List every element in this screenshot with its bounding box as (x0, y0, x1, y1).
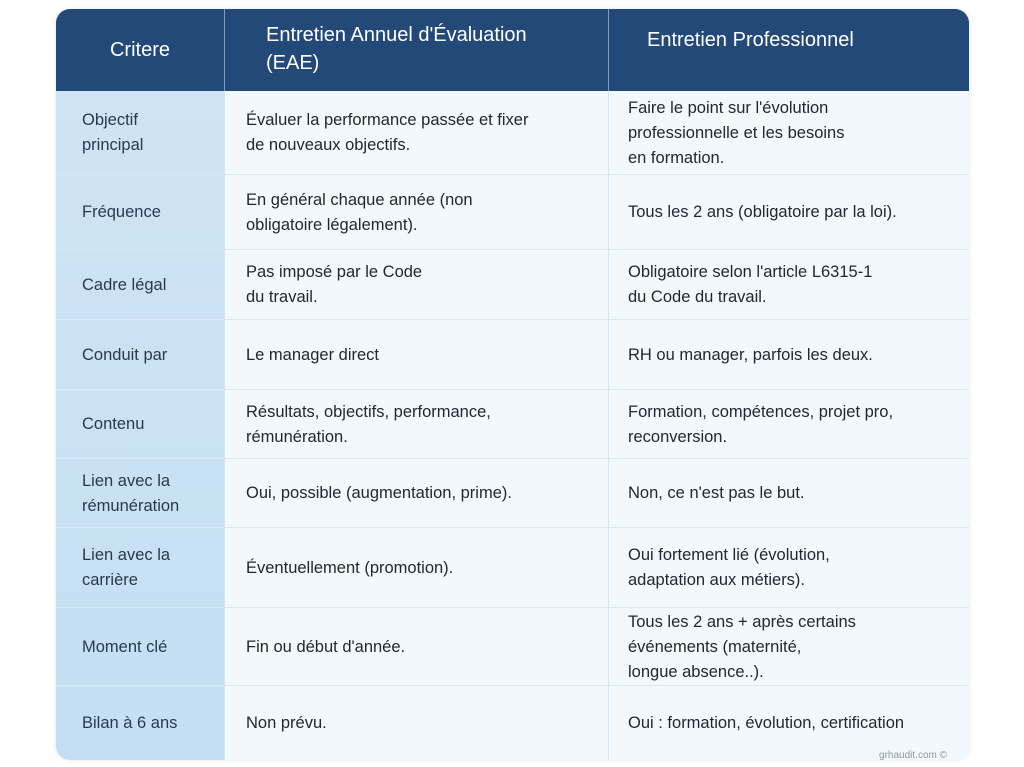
row-criterion: Lien avec la rémunération (82, 471, 180, 515)
row-pro-value: Obligatoire selon l'article L6315-1 du Code du travail. (628, 263, 873, 306)
row-pro-value: Tous les 2 ans (obligatoire par la loi). (628, 203, 897, 221)
table-row (56, 528, 969, 608)
row-eae-value: Fin ou début d'année. (246, 637, 406, 656)
row-criterion: Cadre légal (82, 275, 167, 294)
row-pro-value: Faire le point sur l'évolution professionnelle et les besoins en formation. (628, 98, 845, 167)
row-pro-value: Non, ce n'est pas le but. (628, 484, 805, 502)
row-criterion: Fréquence (82, 203, 161, 221)
table-row (56, 459, 969, 528)
header-eae: Entretien Annuel d'Évaluation (EAE) (266, 24, 527, 74)
table-row (56, 686, 969, 760)
table-row (56, 91, 969, 175)
row-eae-value: Le manager direct (246, 345, 379, 364)
header-critere: Critere (109, 39, 170, 61)
row-pro-value: RH ou manager, parfois les deux. (628, 345, 873, 364)
row-eae-value: Éventuellement (promotion). (246, 558, 454, 577)
row-criterion: Conduit par (82, 345, 168, 364)
row-eae-value: Oui, possible (augmentation, prime). (246, 484, 512, 502)
row-pro-value: Formation, compétences, projet pro, reconversion. (628, 402, 894, 446)
table-row (56, 320, 969, 390)
table-row (56, 390, 969, 459)
table-row (56, 608, 969, 686)
row-criterion: Lien avec la carrière (82, 546, 171, 589)
row-eae-value: Non prévu. (246, 713, 327, 732)
row-eae-value: En général chaque année (non obligatoire légalement). (246, 190, 473, 234)
table-header (56, 9, 969, 91)
row-criterion: Bilan à 6 ans (82, 713, 178, 732)
row-pro-value: Oui fortement lié (évolution, adaptation aux métiers). (628, 546, 830, 589)
row-eae-value: Évaluer la performance passée et fixer de nouveaux objectifs. (246, 111, 529, 154)
row-pro-value: Tous les 2 ans + après certains événements (maternité, longue absence..). (628, 612, 856, 681)
table-row (56, 175, 969, 250)
row-criterion: Moment clé (82, 637, 168, 656)
row-eae-value: Pas imposé par le Code du travail. (246, 263, 423, 306)
row-pro-value: Oui : formation, évolution, certification (628, 713, 905, 732)
row-criterion: Objectif principal (82, 111, 144, 154)
row-eae-value: Résultats, objectifs, performance, rémunération. (246, 402, 491, 446)
comparison-table (56, 9, 969, 760)
table-row (56, 250, 969, 320)
header-entretien-pro: Entretien Professionnel (647, 29, 854, 51)
source-credit: grhaudit.com © (879, 750, 947, 761)
row-criterion: Contenu (82, 415, 145, 433)
